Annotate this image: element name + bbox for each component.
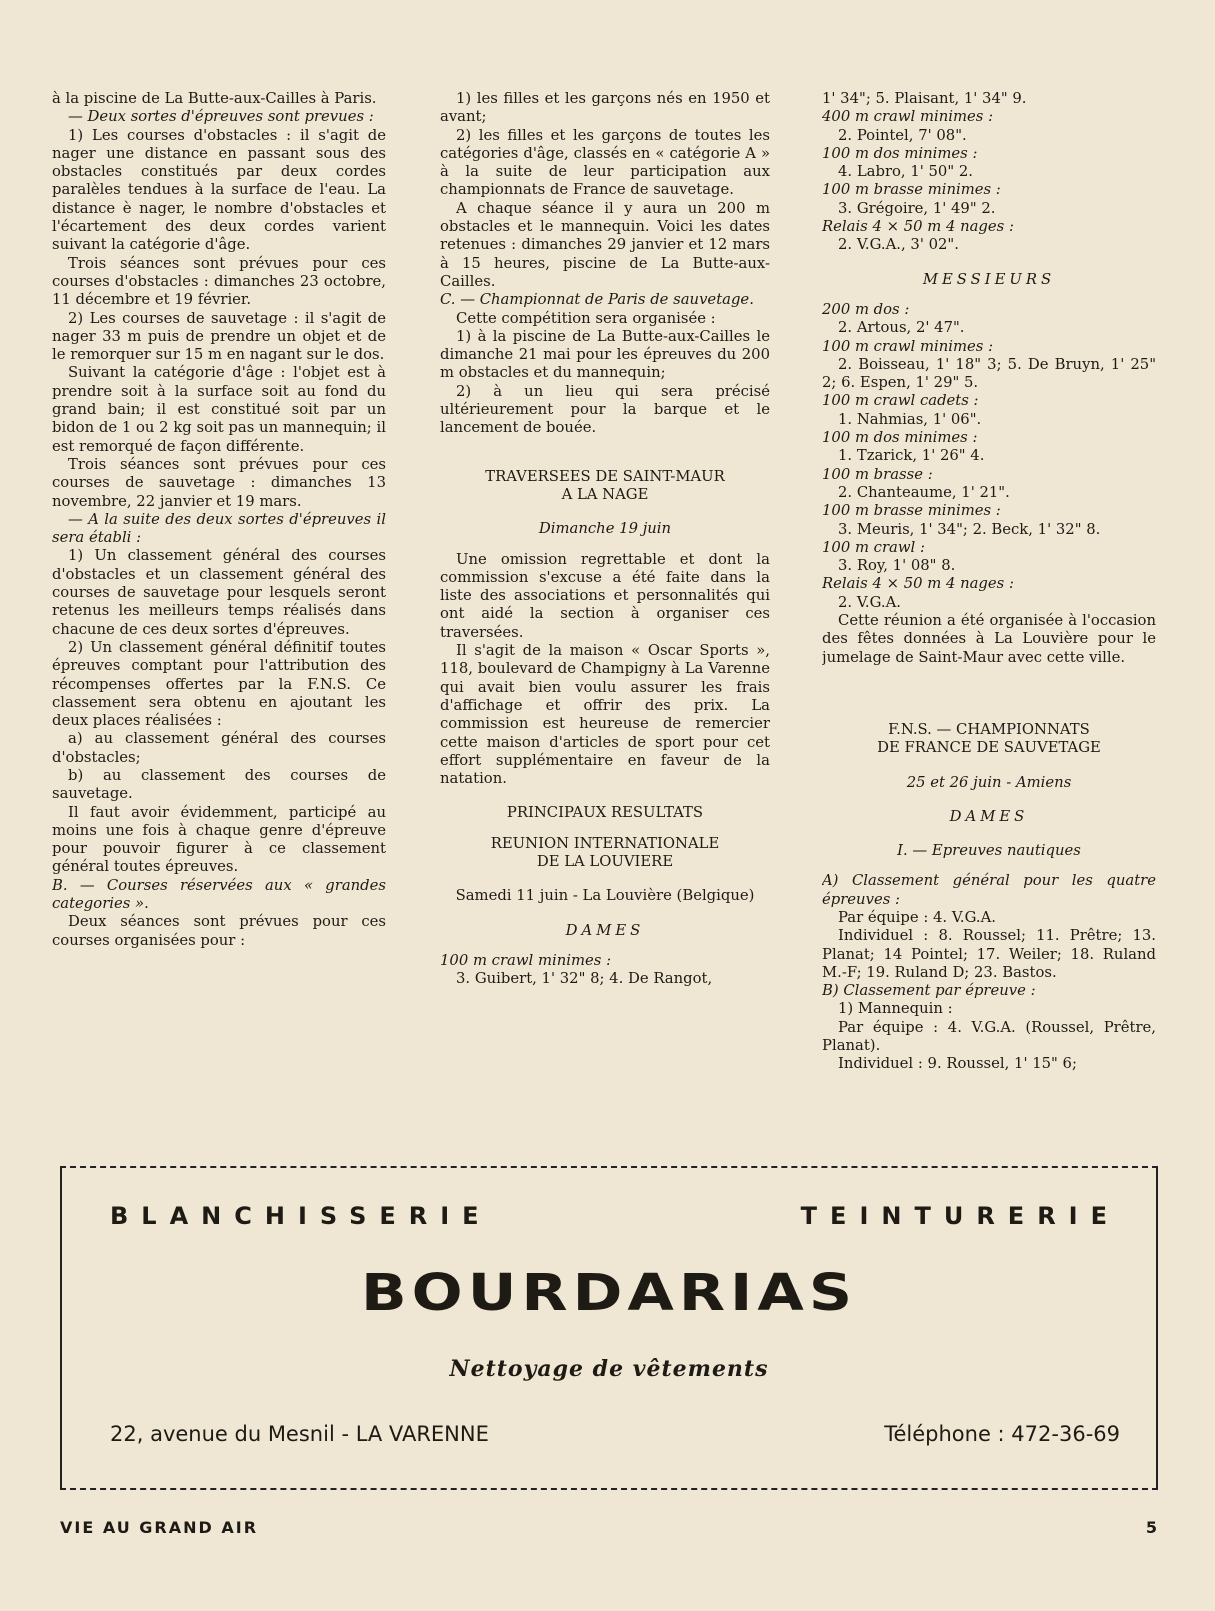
col3-paragraph: 400 m crawl minimes :	[822, 108, 994, 126]
col2-paragraph: Samedi 11 juin - La Louvière (Belgique)	[455, 887, 755, 905]
col3-paragraph: 3. Meuris, 1' 34"; 2. Beck, 1' 32" 8.	[838, 520, 1101, 538]
col2-paragraph: 1) les filles et les garçons nés en 1950 et avant;	[440, 90, 770, 126]
column-3	[822, 90, 1156, 1074]
col3-paragraph: Individuel : 9. Roussel, 1' 15" 6;	[838, 1055, 1077, 1073]
col1-paragraph: Trois séances sont prévues pour ces courses d'obstacles : dimanches 23 octobre, 11 décembre et 19 février.	[52, 254, 386, 309]
col2-paragraph: DE LA LOUVIERE	[536, 852, 674, 870]
col1-paragraph: Suivant la catégorie d'âge : l'objet est à prendre soit à la surface soit au fond du grand bain; il est constitué soit par un bidon de 1 ou 2 kg soit pas un mannequin; il est remorqué de façon différente.	[52, 364, 386, 455]
ad-top-rule	[60, 1166, 1158, 1168]
col2-paragraph: 2) les filles et les garçons de toutes les catégories d'âge, classés en « catégorie A » à la suite de leur participation aux championnats de France de sauvetage.	[440, 126, 770, 199]
col1-paragraph: — Deux sortes d'épreuves sont prevues :	[68, 108, 374, 126]
col3-paragraph: Relais 4 × 50 m 4 nages :	[822, 575, 1014, 593]
col3-paragraph: A) Classement général pour les quatre épreuves :	[822, 872, 1156, 908]
col2-paragraph: 100 m crawl minimes :	[440, 951, 612, 969]
col1-paragraph: 1) Les courses d'obstacles : il s'agit de nager une distance en passant sous des obstacles constitués par deux cordes paralèles tendues à la surface de l'eau. La distance è nager, le nombre d'obstacles et l'écartement des deux cordes varient suivant la catégorie d'âge.	[52, 126, 386, 254]
col2-paragraph: Cette compétition sera organisée :	[456, 309, 716, 327]
col2-paragraph: 3. Guibert, 1' 32" 8; 4. De Rangot,	[456, 970, 713, 988]
col1-paragraph: Deux séances sont prévues pour ces courses organisées pour :	[52, 913, 386, 949]
ad-tagline: Nettoyage de vêtements	[449, 1356, 769, 1382]
col3-paragraph: 2. Artous, 2' 47".	[838, 319, 965, 337]
ad-service-dyeing: TEINTURERIE	[800, 1202, 1120, 1230]
col3-paragraph: Individuel : 8. Roussel; 11. Prêtre; 13. Planat; 14 Pointel; 17. Weiler; 18. Ruland M.-F; 19. Ruland D; 23. Bastos.	[822, 927, 1156, 981]
col3-paragraph: 2. V.G.A., 3' 02".	[838, 236, 959, 254]
ad-service-laundry: BLANCHISSERIE	[110, 1202, 492, 1230]
col3-paragraph: 2. V.G.A.	[838, 593, 902, 611]
col3-paragraph: 1' 34"; 5. Plaisant, 1' 34" 9.	[822, 90, 1027, 107]
col2-paragraph: Une omission regrettable et dont la commission s'excuse a été faite dans la liste des associations et personnalités qui ont aidé la section à organiser ces traversées.	[440, 550, 770, 641]
col3-paragraph: DE FRANCE DE SAUVETAGE	[877, 739, 1101, 757]
col2-paragraph: REUNION INTERNATIONALE	[490, 834, 720, 852]
col2-paragraph: 2) à un lieu qui sera précisé ultérieurement pour la barque et le lancement de bouée.	[440, 382, 770, 437]
col3-paragraph: 100 m brasse :	[822, 465, 933, 483]
col3-paragraph: 1. Tzarick, 1' 26" 4.	[838, 447, 985, 465]
col3-paragraph: 100 m dos minimes :	[822, 429, 978, 447]
advertisement	[60, 1166, 1158, 1490]
col3-paragraph: I. — Epreuves nautiques	[897, 842, 1081, 860]
col3-paragraph: 200 m dos :	[822, 300, 910, 318]
col1-paragraph: 1) Un classement général des courses d'obstacles et un classement général des courses de sauvetage pour lesquels seront retenus les meilleurs temps réalisés dans chacune de ces deux sortes d'épreuves.	[52, 547, 386, 638]
col3-paragraph: 3. Grégoire, 1' 49" 2.	[838, 199, 996, 217]
col1-paragraph: 2) Un classement général définitif toutes épreuves comptant pour l'attribution des récompenses offertes par la F.N.S. Ce classement sera obtenu en ajoutant les deux places réalisées :	[52, 638, 386, 730]
ad-brand-name: BOURDARIAS	[360, 1263, 858, 1323]
col1-paragraph: Il faut avoir évidemment, participé au moins une fois à chaque genre d'épreuve pour pouvoir figurer à ce classement général toutes épreuves.	[52, 803, 386, 876]
col3-paragraph: Par équipe : 4. V.G.A. (Roussel, Prêtre, Planat).	[822, 1018, 1156, 1055]
col3-paragraph: DAMES	[949, 807, 1029, 825]
col3-paragraph: 2. Pointel, 7' 08".	[838, 126, 967, 144]
col3-paragraph: B) Classement par épreuve :	[822, 982, 1036, 1000]
col3-paragraph: F.N.S. — CHAMPIONNATS	[888, 720, 1090, 738]
col3-paragraph: 100 m crawl :	[822, 538, 925, 556]
col3-paragraph: 1. Nahmias, 1' 06".	[838, 410, 982, 428]
col1-paragraph: — A la suite des deux sortes d'épreuves il sera établi :	[52, 510, 386, 547]
ad-address: 22, avenue du Mesnil - LA VARENNE	[110, 1422, 489, 1446]
col2-paragraph: C. — Championnat de Paris de sauvetage.	[440, 291, 754, 309]
col3-paragraph: 100 m brasse minimes :	[822, 181, 1001, 199]
col1-paragraph: Trois séances sont prévues pour ces courses de sauvetage : dimanches 13 novembre, 22 janvier et 19 mars.	[52, 455, 386, 510]
col2-paragraph: 1) à la piscine de La Butte-aux-Cailles le dimanche 21 mai pour les épreuves du 200 m obstacles et du mannequin;	[440, 327, 770, 382]
col2-paragraph: A LA NAGE	[561, 485, 649, 503]
col3-paragraph: 100 m crawl minimes :	[822, 337, 994, 355]
column-1	[52, 90, 386, 950]
col3-paragraph: 100 m brasse minimes :	[822, 502, 1001, 520]
col3-paragraph: Par équipe : 4. V.G.A.	[838, 908, 997, 926]
col3-paragraph: 4. Labro, 1' 50" 2.	[838, 163, 973, 181]
col1-paragraph: à la piscine de La Butte-aux-Cailles à Paris.	[52, 90, 377, 107]
col3-paragraph: 25 et 26 juin - Amiens	[906, 773, 1072, 791]
col3-paragraph: 2. Boisseau, 1' 18" 3; 5. De Bruyn, 1' 25" 2; 6. Espen, 1' 29" 5.	[822, 355, 1156, 392]
col3-paragraph: MESSIEURS	[922, 270, 1056, 288]
col2-paragraph: TRAVERSEES DE SAINT-MAUR	[485, 467, 725, 485]
col3-paragraph: 2. Chanteaume, 1' 21".	[838, 483, 1010, 501]
col2-paragraph: DAMES	[565, 921, 645, 939]
col1-paragraph: B. — Courses réservées aux « grandes categories ».	[52, 876, 386, 913]
col3-paragraph: 1) Mannequin :	[838, 1000, 953, 1018]
col1-paragraph: 2) Les courses de sauvetage : il s'agit de nager 33 m puis de prendre un objet et de le remorquer sur 15 m en nagant sur le dos.	[52, 309, 386, 364]
col3-paragraph: Relais 4 × 50 m 4 nages :	[822, 218, 1014, 236]
col3-paragraph: 3. Roy, 1' 08" 8.	[838, 557, 956, 575]
column-2	[440, 90, 770, 988]
col2-paragraph: A chaque séance il y aura un 200 m obstacles et le mannequin. Voici les dates retenues : dimanches 29 janvier et 12 mars à 15 heures, piscine de La Butte-aux-Cailles.	[440, 199, 770, 290]
col3-paragraph: Cette réunion a été organisée à l'occasion des fêtes données à La Louvière pour le jumelage de Saint-Maur avec cette ville.	[822, 612, 1156, 666]
col3-paragraph: 100 m dos minimes :	[822, 144, 978, 162]
col2-paragraph: Il s'agit de la maison « Oscar Sports », 118, boulevard de Champigny à La Varenne qui avait bien voulu assurer les frais d'affichage et offrir des prix. La commission est heureuse de remercier cette maison d'articles de sport pour cet effort supplémentaire en faveur de la natation.	[440, 642, 770, 788]
col1-paragraph: b) au classement des courses de sauvetage.	[52, 766, 386, 803]
col2-paragraph: PRINCIPAUX RESULTATS	[506, 804, 704, 822]
ad-phone: Téléphone : 472-36-69	[884, 1422, 1120, 1446]
footer-page-number: 5	[1145, 1518, 1157, 1537]
ad-bottom-rule	[60, 1488, 1158, 1490]
footer-magazine-title: VIE AU GRAND AIR	[60, 1518, 259, 1537]
col2-paragraph: Dimanche 19 juin	[538, 520, 672, 538]
col1-paragraph: a) au classement général des courses d'obstacles;	[52, 730, 386, 766]
col3-paragraph: 100 m crawl cadets :	[822, 392, 979, 410]
